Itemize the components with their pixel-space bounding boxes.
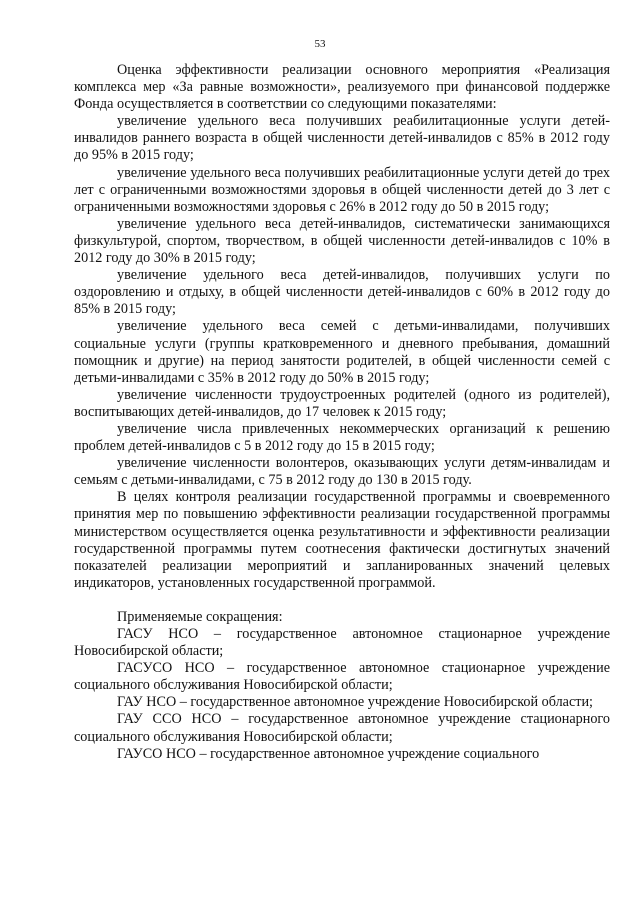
control-paragraph: В целях контроля реализации государственной программы и своевременного принятия мер по повышению эффективности реализации государственной программы министерством осуществляется оценка результативности и эффективности реализации государственной программы путем соотнесения фактически достигнутых значений показателей реализации мероприятий и запланированных значений целевых индикаторов, установленных государственной программой. bbox=[74, 489, 610, 591]
abbreviations-heading: Применяемые сокращения: bbox=[117, 608, 283, 625]
abbreviation-item: ГАУСО НСО – государственное автономное учреждение социального bbox=[117, 745, 540, 762]
paragraph-spacer bbox=[74, 592, 610, 609]
indicator-paragraph: увеличение числа привлеченных некоммерческих организаций к решению проблем детей-инвалидов с 5 в 2012 году до 15 в 2015 году; bbox=[74, 420, 610, 455]
document-body bbox=[74, 62, 610, 763]
indicator-paragraph: увеличение удельного веса семей с детьми-инвалидами, получивших социальные услуги (группы кратковременного и дневного пребывания, домашний помощник и другие) на период занятости родителей, в общей численности семей с детьми-инвалидами с 35% в 2012 году до 50% в 2015 году; bbox=[74, 318, 610, 386]
page-number: 53 bbox=[314, 38, 326, 50]
abbreviation-item: ГАУ НСО – государственное автономное учреждение Новосибирской области; bbox=[117, 694, 593, 711]
indicator-paragraph: увеличение удельного веса получивших реабилитационные услуги детей-инвалидов раннего возраста в общей численности детей-инвалидов с 85% в 2012 году до 95% в 2015 году; bbox=[74, 113, 610, 164]
indicator-paragraph: увеличение удельного веса детей-инвалидов, систематически занимающихся физкультурой, спортом, творчеством, в общей численности детей-инвалидов с 10% в 2012 году до 30% в 2015 году; bbox=[74, 215, 610, 267]
abbreviation-item: ГАСУ НСО – государственное автономное стационарное учреждение Новосибирской области; bbox=[74, 626, 610, 660]
abbreviation-item: ГАУ ССО НСО – государственное автономное учреждение стационарного социального обслуживания Новосибирской области; bbox=[74, 711, 610, 745]
indicator-paragraph: увеличение удельного веса получивших реабилитационные услуги детей до трех лет с ограниченными возможностями здоровья в общей численности детей до 3 лет с ограниченными возможностями здоровья с 26% в 2012 году до 50 в 2015 году; bbox=[74, 164, 610, 215]
intro-paragraph: Оценка эффективности реализации основного мероприятия «Реализация комплекса мер «За равные возможности», реализуемого при финансовой поддержке Фонда осуществляется в соответствии со следующими показателями: bbox=[74, 62, 610, 113]
indicator-paragraph: увеличение численности трудоустроенных родителей (одного из родителей), воспитывающих детей-инвалидов, до 17 человек к 2015 году; bbox=[74, 386, 610, 420]
abbreviation-item: ГАСУСО НСО – государственное автономное стационарное учреждение социального обслуживания Новосибирской области; bbox=[74, 660, 610, 694]
indicator-paragraph: увеличение удельного веса детей-инвалидов, получивших услуги по оздоровлению и отдыху, в общей численности детей-инвалидов с 60% в 2012 году до 85% в 2015 году; bbox=[74, 267, 610, 318]
indicator-paragraph: увеличение численности волонтеров, оказывающих услуги детям-инвалидам и семьям с детьми-инвалидами, с 75 в 2012 году до 130 в 2015 году. bbox=[74, 455, 610, 489]
